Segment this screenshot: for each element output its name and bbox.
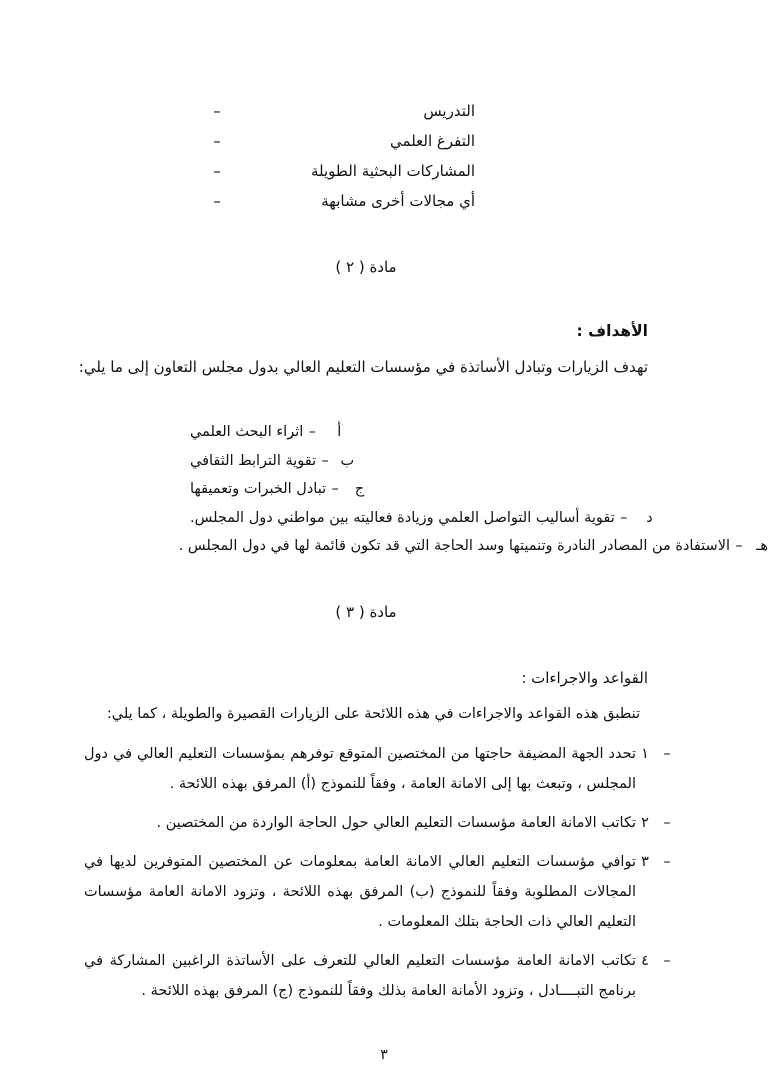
list-item (84, 739, 680, 799)
list-item-label: اثراء البحث العلمي (190, 424, 304, 440)
list-item (0, 186, 768, 216)
dash-marker: – (331, 481, 339, 497)
page-number: ٣ (380, 1047, 388, 1063)
dash-marker: – (308, 424, 316, 440)
list-item (0, 475, 768, 504)
dash-marker: – (663, 745, 671, 762)
rules-title: القواعد والاجراءات : (521, 668, 648, 687)
list-item-marker: ب (340, 452, 355, 469)
objectives-intro: تهدف الزيارات وتبادل الأساتذة في مؤسسات التعليم العالي بدول مجلس التعاون إلى ما يلي: (78, 358, 648, 376)
list-item-label: التدريس (423, 102, 475, 120)
list-item-label: توافي مؤسسات التعليم العالي الامانة العامة بمعلومات عن المختصين المتوفرين لديها في المجالات المطلوبة وفقاً للنموذج (ب) المرفق بهذه اللائحة ، وتزود الامانة العامة مؤسسات التعليم العالي ذات الحاجة بتلك المعلومات . (84, 853, 636, 930)
list-item-label: تبادل الخبرات وتعميقها (190, 481, 327, 497)
list-item-label: تكاتب الامانة العامة مؤسسات التعليم العالي للتعرف على الأساتذة الراغبين المشاركة في برنامج التبــــادل ، وتزود الأمانة العامة بذلك وفقاً للنموذج (ج) المرفق بهذه اللائحة . (84, 952, 636, 999)
dash-marker: – (620, 509, 628, 526)
list-item-label: تقوية أساليب التواصل العلمي وزيادة فعاليته بين مواطني دول المجلس. (190, 509, 615, 526)
rules-list (0, 739, 768, 1006)
list-item (84, 847, 680, 937)
list-item (0, 126, 768, 156)
list-item-marker: ٢ (641, 814, 649, 831)
dash-marker: – (663, 814, 671, 831)
dash-marker: – (213, 192, 221, 210)
list-item (0, 418, 768, 447)
list-item (0, 447, 768, 476)
dash-marker: – (735, 538, 743, 554)
list-item-marker: د (646, 509, 653, 526)
list-item-marker: ١ (641, 745, 649, 762)
dash-marker: – (213, 102, 221, 120)
list-item-label: تحدد الجهة المضيفة حاجتها من المختصين المتوقع توفرهم بمؤسسات التعليم العالي في دول المجلس ، وتبعث بها إلى الامانة العامة ، وفقاً للنموذج (أ) المرفق بهذه اللائحة . (84, 745, 636, 792)
list-item-label: تقوية الترابط الثقافي (190, 452, 317, 469)
dash-marker: – (663, 952, 671, 969)
list-item (0, 532, 768, 561)
article-three-heading: مادة ( ٣ ) (335, 602, 397, 621)
list-item (84, 946, 680, 1006)
top-bullet-list (0, 96, 768, 216)
list-item-label: أي مجالات أخرى مشابهة (321, 192, 475, 210)
list-item (0, 504, 768, 533)
dash-marker: – (213, 132, 221, 150)
objectives-list (0, 418, 768, 561)
list-item-label: الاستفادة من المصادر النادرة وتنميتها وسد الحاجة التي قد تكون قائمة لها في دول المجلس . (178, 538, 730, 554)
article-two-heading: مادة ( ٢ ) (335, 258, 397, 276)
list-item-label: تكاتب الامانة العامة مؤسسات التعليم العالي حول الحاجة الواردة من المختصين . (156, 814, 636, 831)
list-item (84, 808, 680, 838)
objectives-title: الأهداف : (576, 322, 648, 340)
list-item-marker: ٤ (641, 952, 649, 969)
rules-intro: تنطبق هذه القواعد والاجراءات في هذه اللائحة على الزيارات القصيرة والطويلة ، كما يلي: (106, 705, 640, 722)
list-item-marker: أ (337, 424, 342, 440)
list-item-marker: هـ (756, 538, 768, 554)
list-item (0, 156, 768, 186)
list-item-marker: ٣ (641, 853, 649, 870)
dash-marker: – (213, 162, 221, 180)
list-item-marker: ج (354, 481, 365, 497)
list-item-label: المشاركات البحثية الطويلة (311, 162, 475, 180)
dash-marker: – (321, 452, 329, 469)
dash-marker: – (663, 853, 671, 870)
list-item (0, 96, 768, 126)
list-item-label: التفرغ العلمي (390, 132, 475, 150)
